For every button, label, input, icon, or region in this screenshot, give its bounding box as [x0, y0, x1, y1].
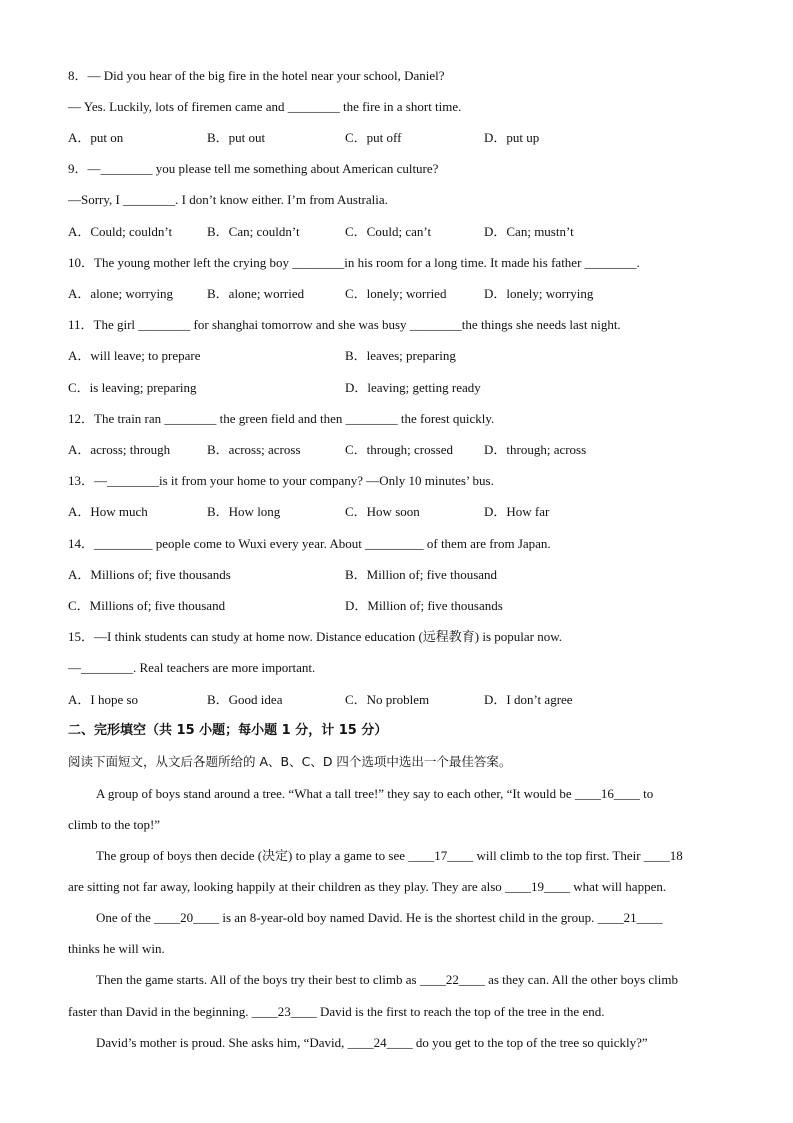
q8-option-a[interactable]: A．put on: [68, 130, 124, 145]
passage-line-6: thinks he will win.: [68, 941, 165, 956]
q8-option-d[interactable]: D．put up: [484, 130, 540, 145]
q9-option-d[interactable]: D．Can; mustn’t: [484, 224, 574, 239]
q9-option-a[interactable]: A．Could; couldn’t: [68, 224, 173, 239]
question-15-stem-1: 15．—I think students can study at home now. Distance education (远程教育) is popular now.: [68, 629, 563, 644]
q12-option-d[interactable]: D．through; across: [484, 442, 587, 457]
passage-line-5: One of the ____20____ is an 8-year-old boy named David. He is the shortest child in the group. ____21____: [96, 910, 663, 925]
question-12-stem: 12．The train ran ________ the green field and then ________ the forest quickly.: [68, 411, 495, 426]
q8-option-c[interactable]: C．put off: [345, 130, 402, 145]
q11-option-b[interactable]: B．leaves; preparing: [345, 348, 456, 363]
q11-option-d[interactable]: D．leaving; getting ready: [345, 380, 481, 395]
q9-option-c[interactable]: C．Could; can’t: [345, 224, 432, 239]
passage-line-8: faster than David in the beginning. ____23____ David is the first to reach the top of the tree in the end.: [68, 1004, 605, 1019]
q10-option-b[interactable]: B．alone; worried: [207, 286, 305, 301]
q8-option-b[interactable]: B．put out: [207, 130, 266, 145]
question-9-stem-2: —Sorry, I ________. I don’t know either. I’m from Australia.: [68, 192, 388, 207]
passage-line-2: climb to the top!”: [68, 817, 161, 832]
question-8-stem-1: 8．— Did you hear of the big fire in the hotel near your school, Daniel?: [68, 68, 445, 83]
q9-option-b[interactable]: B．Can; couldn’t: [207, 224, 300, 239]
q10-option-c[interactable]: C．lonely; worried: [345, 286, 447, 301]
q12-option-b[interactable]: B．across; across: [207, 442, 301, 457]
section-2-heading: 二、完形填空（共 15 小题；每小题 1 分，计 15 分）: [68, 723, 388, 738]
question-14-stem: 14．_________ people come to Wuxi every year. About _________ of them are from Japan.: [68, 536, 551, 551]
q15-option-d[interactable]: D．I don’t agree: [484, 692, 573, 707]
q15-option-a[interactable]: A．I hope so: [68, 692, 139, 707]
passage-line-1: A group of boys stand around a tree. “What a tall tree!” they say to each other, “It would be ____16____ to: [96, 786, 654, 801]
question-15-stem-2: —________. Real teachers are more important.: [68, 660, 316, 675]
q13-option-b[interactable]: B．How long: [207, 504, 281, 519]
q10-option-d[interactable]: D．lonely; worrying: [484, 286, 594, 301]
q14-option-d[interactable]: D．Million of; five thousands: [345, 598, 503, 613]
passage-line-9: David’s mother is proud. She asks him, “David, ____24____ do you get to the top of the tree so quickly?”: [96, 1035, 648, 1050]
q11-option-a[interactable]: A．will leave; to prepare: [68, 348, 201, 363]
question-8-stem-2: — Yes. Luckily, lots of firemen came and ________ the fire in a short time.: [68, 99, 462, 114]
passage-line-4: are sitting not far away, looking happily at their children as they play. They are also ____19____ what will happen.: [68, 879, 667, 894]
question-9-stem-1: 9．—________ you please tell me something about American culture?: [68, 161, 439, 176]
q11-option-c[interactable]: C．is leaving; preparing: [68, 380, 197, 395]
section-2-instruction: 阅读下面短文，从文后各题所给的 A、B、C、D 四个选项中选出一个最佳答案。: [68, 754, 512, 769]
passage-line-3: The group of boys then decide (决定) to play a game to see ____17____ will climb to the top first. Their ____18: [96, 848, 683, 863]
q13-option-a[interactable]: A．How much: [68, 504, 148, 519]
q12-option-a[interactable]: A．across; through: [68, 442, 171, 457]
q12-option-c[interactable]: C．through; crossed: [345, 442, 453, 457]
q15-option-c[interactable]: C．No problem: [345, 692, 430, 707]
question-13-stem: 13．—________is it from your home to your company? —Only 10 minutes’ bus.: [68, 473, 494, 488]
question-11-stem: 11．The girl ________ for shanghai tomorrow and she was busy ________the things she needs last night.: [68, 317, 621, 332]
passage-line-7: Then the game starts. All of the boys try their best to climb as ____22____ as they can. All the other boys climb: [96, 972, 679, 987]
q15-option-b[interactable]: B．Good idea: [207, 692, 283, 707]
q14-option-b[interactable]: B．Million of; five thousand: [345, 567, 498, 582]
q13-option-c[interactable]: C．How soon: [345, 504, 420, 519]
q14-option-a[interactable]: A．Millions of; five thousands: [68, 567, 231, 582]
q13-option-d[interactable]: D．How far: [484, 504, 550, 519]
question-10-stem: 10．The young mother left the crying boy ________in his room for a long time. It made his father ________.: [68, 255, 640, 270]
q10-option-a[interactable]: A．alone; worrying: [68, 286, 174, 301]
q14-option-c[interactable]: C．Millions of; five thousand: [68, 598, 226, 613]
